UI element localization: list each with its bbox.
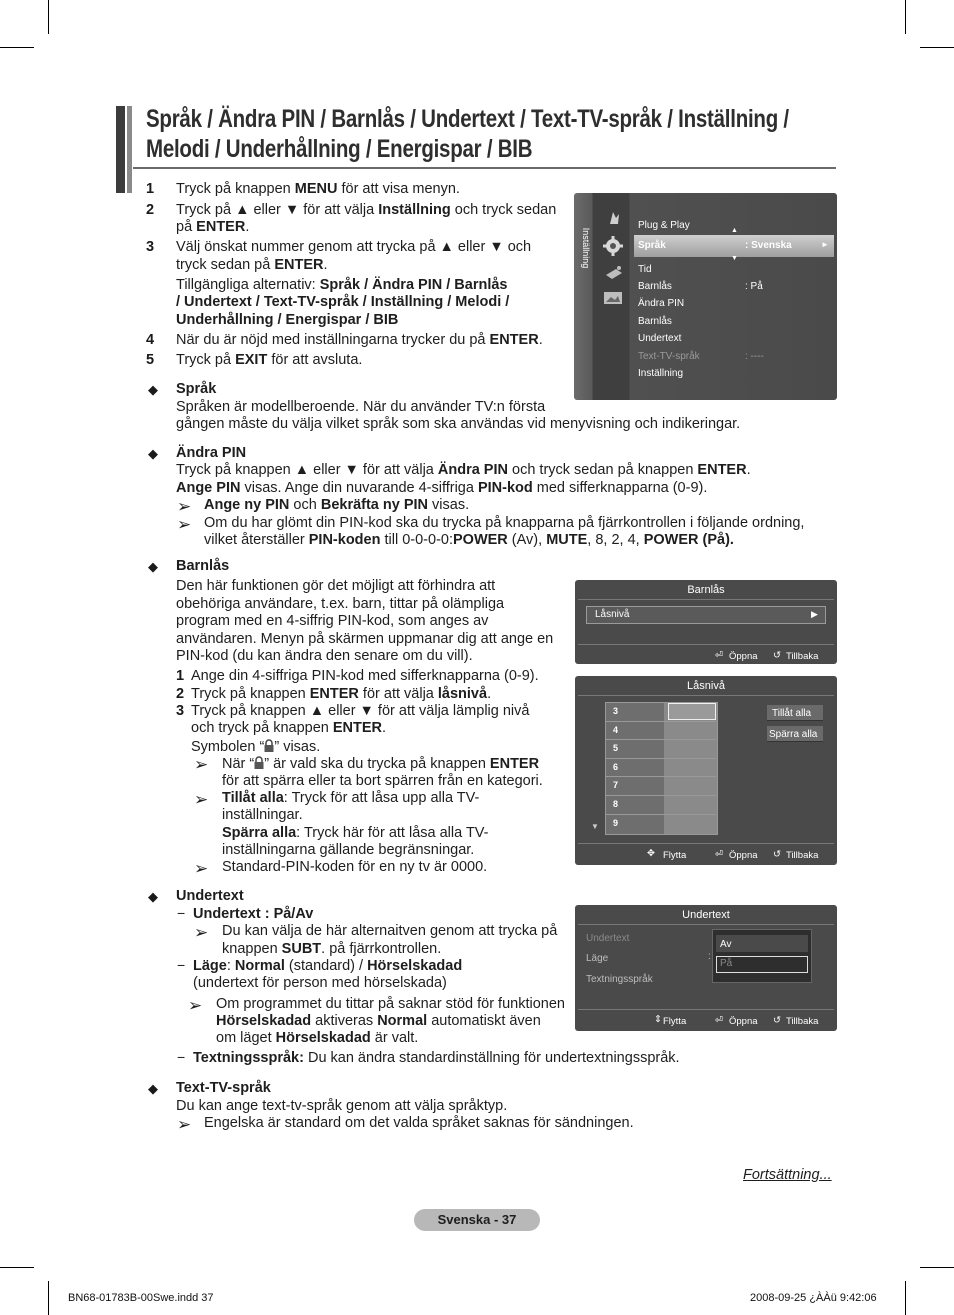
- crop-mark: [920, 47, 954, 48]
- osd-footer-label: Tillbaka: [786, 651, 819, 662]
- return-icon: ↺: [773, 650, 781, 661]
- step-text: När du är nöjd med inställningarna trycker du på ENTER.: [176, 332, 543, 348]
- note-text: Ange ny PIN och Bekräfta ny PIN visas.: [204, 497, 470, 513]
- body-text: Tryck på knappen ▲ eller ▼ för att välja Ändra PIN och tryck sedan på knappen ENTER.: [176, 462, 751, 478]
- body-text: PIN-kod (du kan ändra den senare om du vill).: [176, 648, 473, 664]
- osd-menu-item[interactable]: Tid: [638, 264, 652, 275]
- dash-marker: −: [177, 957, 186, 973]
- section-heading: Ändra PIN: [176, 445, 247, 461]
- osd-menu-item[interactable]: Inställning: [638, 368, 684, 379]
- title-accent-bar: [116, 106, 125, 193]
- osd-menu-item[interactable]: Barnlås: [638, 281, 672, 292]
- section-heading: Undertext: [176, 888, 244, 904]
- osd-title: Undertext: [682, 909, 730, 921]
- body-text: Du kan ange text-tv-språk genom att välja språktyp.: [176, 1098, 508, 1114]
- enter-icon: ⏎: [715, 849, 723, 860]
- dash-marker: −: [177, 905, 186, 921]
- note-text: Du kan välja de här alternaitven genom att trycka på: [222, 923, 558, 939]
- osd-row-label: Låsnivå: [595, 609, 630, 620]
- title-accent-bar: [127, 106, 132, 193]
- lock-icon: [264, 739, 274, 751]
- scroll-down-icon[interactable]: ▼: [591, 822, 599, 831]
- note-text: Tillåt alla: Tryck för att låsa upp alla TV-: [222, 790, 480, 806]
- enter-icon: ⏎: [715, 1015, 723, 1026]
- level-label[interactable]: 5: [613, 743, 619, 753]
- page-number-badge: Svenska - 37: [414, 1209, 540, 1231]
- osd-menu-value: : ----: [745, 351, 764, 362]
- osd-footer-label: Tillbaka: [786, 850, 819, 861]
- body-text: Språken är modellberoende. När du använder TV:n första: [176, 399, 546, 415]
- section-heading: Språk: [176, 381, 217, 397]
- osd-menu-value: : På: [745, 281, 763, 292]
- osd-footer-label: Öppna: [729, 1016, 758, 1027]
- osd-footer-label: Flytta: [663, 850, 687, 861]
- dropdown-option-label: På: [720, 958, 733, 969]
- step-number: 5: [146, 352, 155, 368]
- return-icon: ↺: [773, 1015, 781, 1026]
- step-text: Tryck på knappen ENTER för att välja låsnivå.: [191, 686, 492, 702]
- step-number: 4: [146, 332, 155, 348]
- osd-menu-item[interactable]: Plug & Play: [638, 220, 690, 231]
- osd-side-label: Inställning: [581, 227, 591, 269]
- body-text: obehöriga användare, t.ex. barn, tittar på olämpliga: [176, 596, 505, 612]
- bullet-icon: ◆: [148, 889, 158, 904]
- osd-footer-label: Öppna: [729, 651, 758, 662]
- note-text: Engelska är standard om det valda språket saknas för sändningen.: [204, 1115, 634, 1131]
- level-label[interactable]: 6: [613, 762, 619, 772]
- page-title-line: Melodi / Underhållning / Energispar / BIB: [146, 135, 533, 163]
- enter-icon: ⏎: [715, 650, 723, 661]
- title-rule: [133, 167, 836, 169]
- note-text: inställningarna gällande begränsningar.: [222, 842, 475, 858]
- note-arrow-icon: ➢: [188, 996, 203, 1015]
- note-text: Hörselskadad aktiveras Normal automatiskt även: [216, 1013, 541, 1029]
- step-text: Ange din 4-siffriga PIN-kod med sifferknapparna (0-9).: [191, 668, 539, 684]
- osd-title: Låsnivå: [687, 680, 725, 692]
- crop-mark: [0, 1267, 34, 1268]
- page-title-line: Språk / Ändra PIN / Barnlås / Undertext / Text-TV-språk / Inställning /: [146, 105, 789, 133]
- step-text: Välj önskat nummer genom att trycka på ▲ eller ▼ och: [176, 239, 532, 255]
- step-text: Tillgängliga alternativ: Språk / Ändra PIN / Barnlås: [176, 277, 508, 293]
- body-text: Läge: Normal (standard) / Hörselskadad: [193, 958, 463, 974]
- note-arrow-icon: ➢: [194, 859, 209, 878]
- note-text: Om programmet du tittar på saknar stöd för funktionen: [216, 996, 565, 1012]
- level-label[interactable]: 8: [613, 799, 619, 809]
- step-text: Tryck på knappen MENU för att visa menyn.: [176, 181, 460, 197]
- right-arrow-icon: ►: [821, 240, 829, 249]
- osd-footer-label: Öppna: [729, 850, 758, 861]
- crop-mark: [0, 47, 34, 48]
- note-text: inställningar.: [222, 807, 303, 823]
- osd-lock-level: [575, 676, 837, 865]
- footer-date: 2008-09-25 ¿ÀÀü 9:42:06: [750, 1292, 877, 1304]
- step-number: 2: [146, 202, 155, 218]
- page-title: [146, 104, 789, 164]
- body-text: program med en 4-siffrig PIN-kod, som anges av: [176, 613, 489, 629]
- input-icon: [604, 208, 624, 228]
- crop-mark: [920, 1267, 954, 1268]
- level-label[interactable]: 9: [613, 818, 619, 828]
- up-arrow-icon: ▲: [731, 227, 738, 234]
- note-text: vilket återställer PIN-koden till 0-0-0-0:POWER (Av), MUTE, 8, 2, 4, POWER (På).: [204, 532, 734, 548]
- step-number: 3: [146, 239, 155, 255]
- note-arrow-icon: ➢: [194, 755, 209, 774]
- osd-menu-item[interactable]: Text-TV-språk: [638, 351, 700, 362]
- crop-mark: [48, 0, 49, 34]
- bullet-icon: ◆: [148, 382, 158, 397]
- step-text: Symbolen “ ” visas.: [191, 739, 321, 755]
- step-number: 1: [146, 181, 155, 197]
- note-text: för att spärra eller ta bort spärren från en kategori.: [222, 773, 543, 789]
- block-all-label: Spärra alla: [769, 729, 818, 740]
- osd-row-label[interactable]: Undertext: [586, 933, 630, 944]
- step-text: tryck sedan på ENTER.: [176, 257, 328, 273]
- note-arrow-icon: ➢: [194, 923, 209, 942]
- step-text: / Undertext / Text-TV-språk / Inställning / Melodi /: [176, 294, 510, 310]
- osd-subtitle: [575, 905, 837, 1031]
- allow-all-label: Tillåt alla: [772, 708, 812, 719]
- body-text: Undertext : På/Av: [193, 906, 314, 922]
- osd-settings-menu: [574, 193, 837, 400]
- osd-menu-item[interactable]: Barnlås: [638, 316, 672, 327]
- note-text: om läget Hörselskadad är valt.: [216, 1030, 419, 1046]
- bullet-icon: ◆: [148, 446, 158, 461]
- step-text: och tryck på knappen ENTER.: [191, 720, 387, 736]
- osd-menu-item[interactable]: Språk: [638, 240, 666, 251]
- step-number: 3: [176, 703, 185, 719]
- picture-icon: [603, 291, 623, 305]
- gear-icon: [602, 235, 624, 257]
- section-heading: Text-TV-språk: [176, 1080, 271, 1096]
- osd-colon: :: [708, 951, 711, 962]
- dropdown-option-label: Av: [720, 939, 732, 950]
- osd-row-label[interactable]: Läge: [586, 953, 609, 964]
- note-text: Spärra alla: Tryck här för att låsa alla TV-: [222, 825, 489, 841]
- right-arrow-icon: ▶: [811, 609, 818, 619]
- note-text: Om du har glömt din PIN-kod ska du trycka på knapparna på fjärrkontrollen i följande ordning,: [204, 515, 805, 531]
- return-icon: ↺: [773, 849, 781, 860]
- lock-icon: [254, 756, 264, 768]
- move-icon: ✥: [647, 848, 655, 859]
- step-number: 2: [176, 686, 185, 702]
- updown-icon: ⇕: [654, 1014, 662, 1025]
- step-text: Tryck på ▲ eller ▼ för att välja Inställning och tryck sedan: [176, 202, 557, 218]
- crop-mark: [905, 0, 906, 34]
- level-cell-selected[interactable]: [668, 703, 716, 720]
- osd-title: Barnlås: [687, 584, 725, 596]
- satellite-icon: [604, 265, 624, 281]
- note-arrow-icon: ➢: [177, 515, 192, 534]
- body-text: Textningsspråk: Du kan ändra standardinställning för undertextningsspråk.: [193, 1050, 680, 1066]
- step-text: på ENTER.: [176, 219, 250, 235]
- osd-menu-item[interactable]: Undertext: [638, 333, 682, 344]
- body-text: gången måste du välja vilket språk som ska användas vid menyvisning och indikeringar.: [176, 416, 741, 432]
- step-text: Tryck på EXIT för att avsluta.: [176, 352, 363, 368]
- osd-footer-label: Tillbaka: [786, 1016, 819, 1027]
- level-label[interactable]: 7: [613, 780, 619, 790]
- level-label[interactable]: 3: [613, 706, 619, 716]
- osd-menu-item[interactable]: Ändra PIN: [638, 298, 685, 309]
- bullet-icon: ◆: [148, 1081, 158, 1096]
- level-label[interactable]: 4: [613, 725, 619, 735]
- note-arrow-icon: ➢: [177, 1115, 192, 1134]
- note-arrow-icon: ➢: [194, 790, 209, 809]
- down-arrow-icon: ▼: [731, 255, 738, 262]
- step-text: Underhållning / Energispar / BIB: [176, 312, 399, 328]
- body-text: Ange PIN visas. Ange din nuvarande 4-siffriga PIN-kod med sifferknapparna (0-9).: [176, 480, 708, 496]
- section-heading: Barnlås: [176, 558, 230, 574]
- note-text: Standard-PIN-koden för en ny tv är 0000.: [222, 859, 488, 875]
- osd-child-lock: [575, 580, 837, 664]
- body-text: (undertext för person med hörselskada): [193, 975, 447, 991]
- body-text: Den här funktionen gör det möjligt att förhindra att: [176, 578, 496, 594]
- crop-mark: [48, 1281, 49, 1315]
- dash-marker: −: [177, 1049, 186, 1065]
- osd-menu-value: : Svenska: [745, 240, 792, 251]
- bullet-icon: ◆: [148, 559, 158, 574]
- footer-file: BN68-01783B-00Swe.indd 37: [68, 1292, 214, 1304]
- step-text: Tryck på knappen ▲ eller ▼ för att välja lämplig nivå: [191, 703, 530, 719]
- continued-link: Fortsättning...: [743, 1167, 832, 1183]
- osd-row-label[interactable]: Textningsspråk: [586, 974, 653, 985]
- osd-footer-label: Flytta: [663, 1016, 687, 1027]
- crop-mark: [905, 1281, 906, 1315]
- note-text: När “ ” är vald ska du trycka på knappen ENTER: [222, 756, 540, 772]
- body-text: användaren. Menyn på skärmen uppmanar dig att ange en: [176, 631, 554, 647]
- step-number: 1: [176, 668, 185, 684]
- note-text: knappen SUBT. på fjärrkontrollen.: [222, 941, 442, 957]
- note-arrow-icon: ➢: [177, 497, 192, 516]
